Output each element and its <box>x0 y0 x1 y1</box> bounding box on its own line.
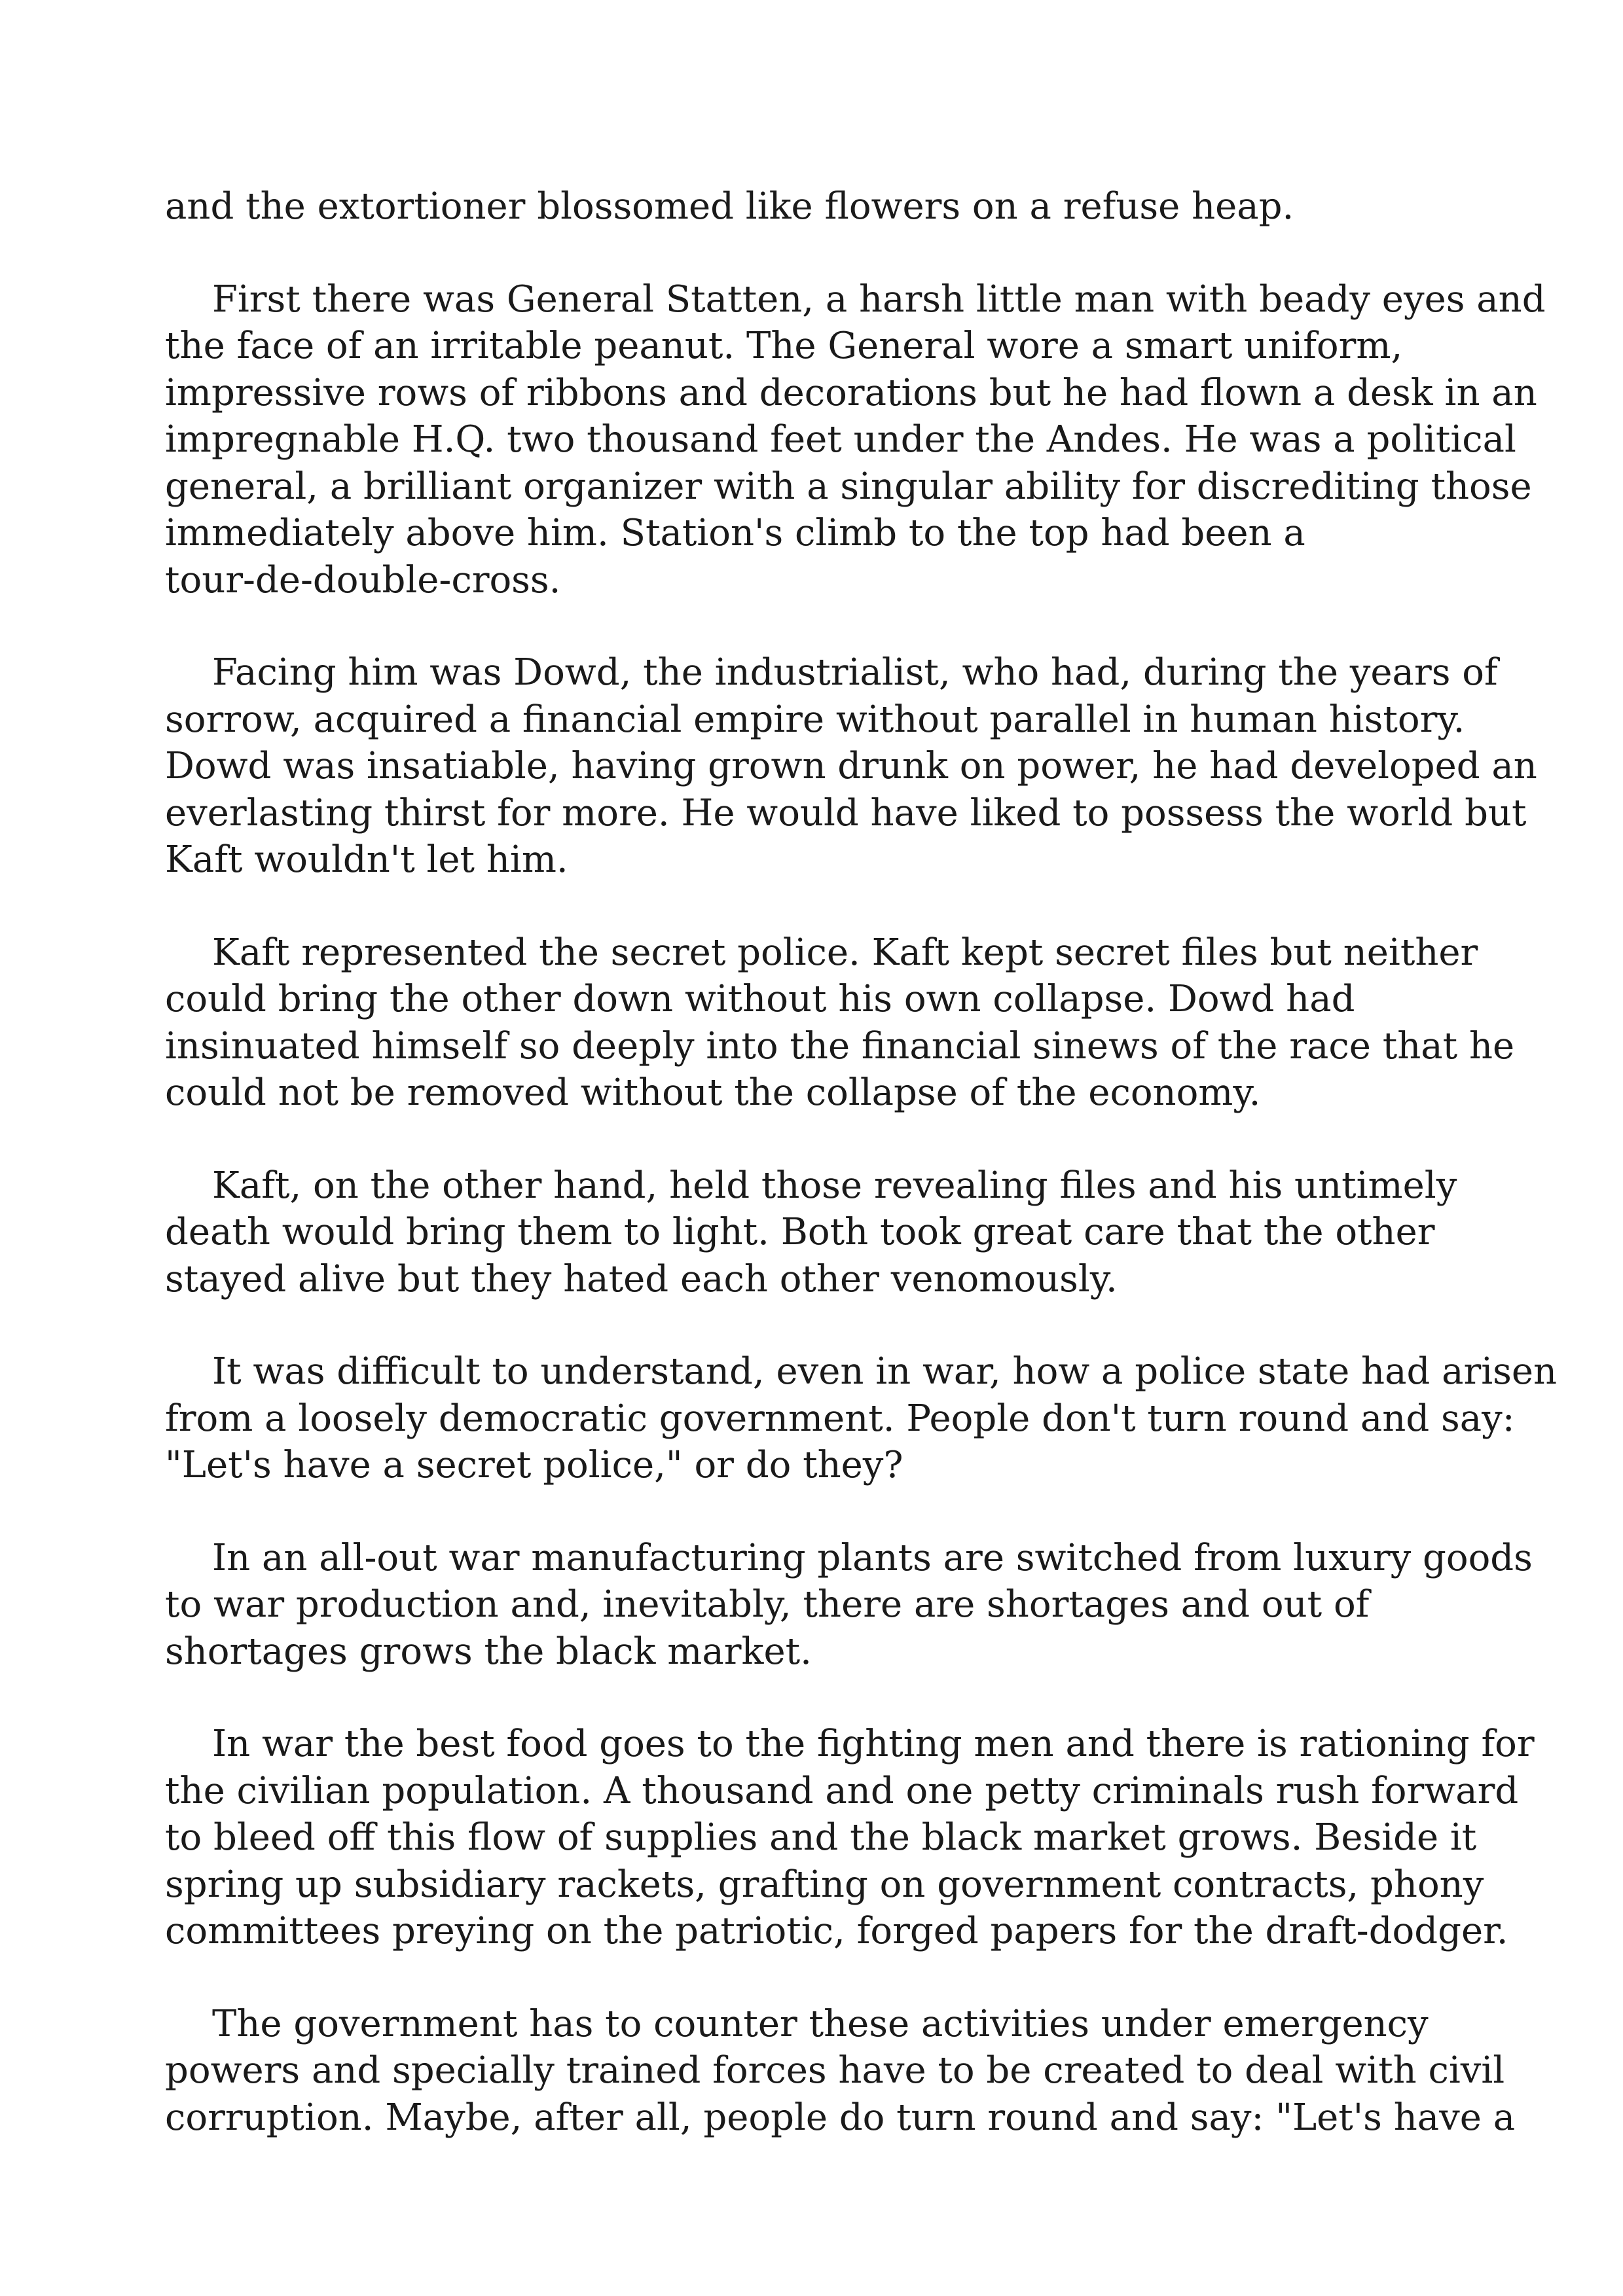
text-line: Dowd was insatiable, having grown drunk on power, he had developed an <box>165 745 1537 787</box>
text-line: Kaft represented the secret police. Kaft kept secret files but neither <box>212 931 1478 974</box>
text-line: In war the best food goes to the fighting men and there is rationing for <box>212 1723 1535 1765</box>
text-line: tour-de-double-cross. <box>165 558 561 601</box>
text-line: powers and specially trained forces have to be created to deal with civil <box>165 2049 1505 2092</box>
text-line: In an all-out war manufacturing plants are switched from luxury goods <box>212 1536 1533 1579</box>
body-text <box>165 183 1558 2187</box>
text-line: stayed alive but they hated each other venomously. <box>165 1257 1118 1300</box>
paragraph <box>165 1162 1474 1303</box>
text-line: corruption. Maybe, after all, people do turn round and say: "Let's have a <box>165 2096 1516 2139</box>
text-line: insinuated himself so deeply into the financial sinews of the race that he <box>165 1024 1515 1067</box>
text-line: general, a brilliant organizer with a singular ability for discrediting those <box>165 465 1532 508</box>
paragraph <box>165 1348 1558 1489</box>
text-line: everlasting thirst for more. He would have liked to possess the world but <box>165 791 1527 834</box>
paragraph <box>165 183 1474 230</box>
text-line: shortages grows the black market. <box>165 1630 812 1673</box>
paragraph <box>165 929 1515 1117</box>
text-line: impregnable H.Q. two thousand feet under the Andes. He was a political <box>165 418 1516 461</box>
text-line: could bring the other down without his own collapse. Dowd had <box>165 978 1355 1020</box>
paragraph <box>165 649 1537 884</box>
paragraph <box>165 276 1546 604</box>
paragraph <box>165 2001 1516 2142</box>
text-line: to bleed off this flow of supplies and the black market grows. Beside it <box>165 1816 1477 1859</box>
text-line: sorrow, acquired a financial empire without parallel in human history. <box>165 698 1465 741</box>
text-line: "Let's have a secret police," or do they? <box>165 1444 903 1486</box>
paragraph <box>165 1535 1533 1676</box>
text-line: The government has to counter these activities under emergency <box>212 2002 1429 2045</box>
text-line: and the extortioner blossomed like flowers on a refuse heap. <box>165 185 1294 228</box>
text-line: Facing him was Dowd, the industrialist, who had, during the years of <box>212 651 1498 694</box>
text-line: committees preying on the patriotic, forged papers for the draft-dodger. <box>165 1910 1508 1952</box>
text-line: Kaft wouldn't let him. <box>165 838 568 881</box>
text-line: First there was General Statten, a harsh little man with beady eyes and <box>212 278 1546 321</box>
text-line: impressive rows of ribbons and decorations but he had flown a desk in an <box>165 371 1537 414</box>
text-line: the civilian population. A thousand and one petty criminals rush forward <box>165 1769 1519 1812</box>
text-line: to war production and, inevitably, there are shortages and out of <box>165 1583 1370 1626</box>
text-line: Kaft, on the other hand, held those revealing files and his untimely <box>212 1164 1457 1207</box>
text-line: could not be removed without the collapse of the economy. <box>165 1071 1261 1114</box>
text-line: immediately above him. Station's climb to the top had been a <box>165 512 1305 554</box>
paragraph <box>165 1721 1535 1955</box>
text-line: the face of an irritable peanut. The General wore a smart uniform, <box>165 325 1403 367</box>
text-line: from a loosely democratic government. People don't turn round and say: <box>165 1397 1515 1440</box>
text-line: spring up subsidiary rackets, grafting on government contracts, phony <box>165 1863 1484 1906</box>
text-line: It was difficult to understand, even in war, how a police state had arisen <box>212 1350 1558 1393</box>
text-line: death would bring them to light. Both took great care that the other <box>165 1211 1435 1253</box>
